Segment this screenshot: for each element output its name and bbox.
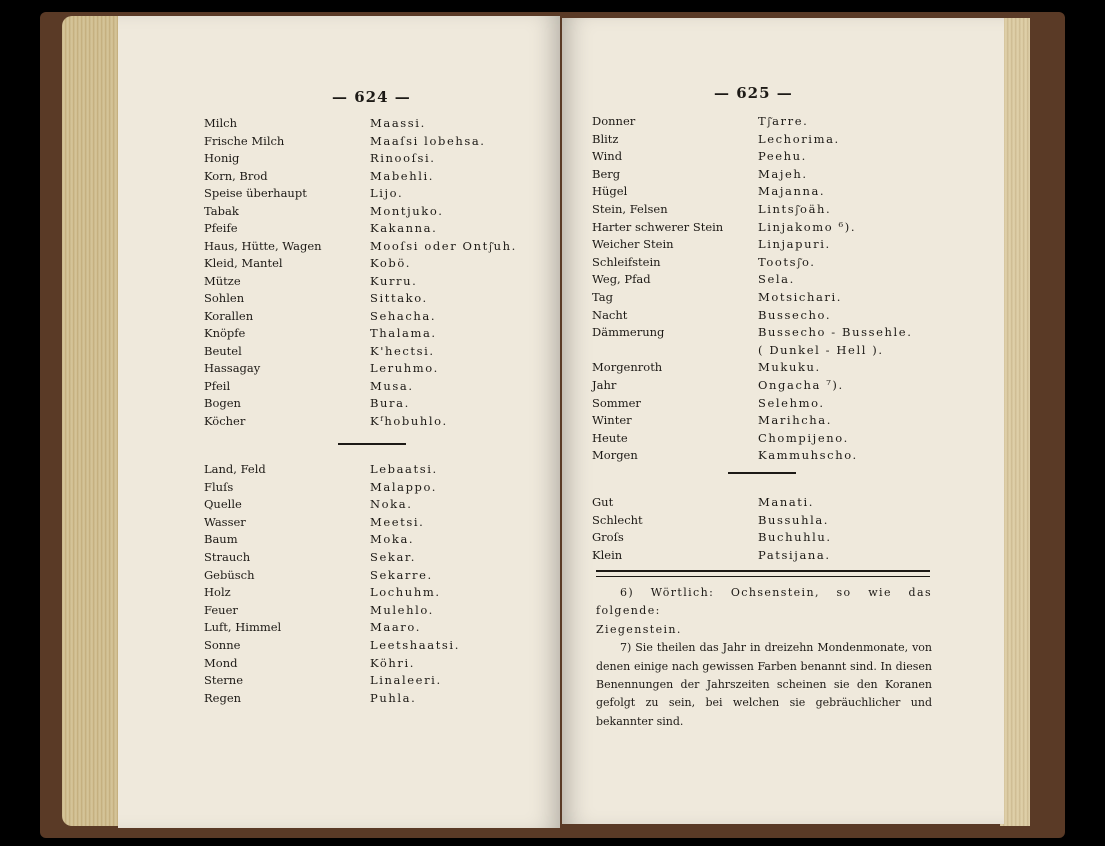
german-term: Blitz <box>592 131 619 146</box>
translation-term: Maassi. <box>370 116 426 130</box>
german-term: Pfeife <box>204 221 238 235</box>
translation-term: Kammuhscho. <box>758 448 858 463</box>
translation-term: Buchuhlu. <box>758 530 832 545</box>
translation-term: Sehacha. <box>370 308 437 323</box>
translation-term: Köhri. <box>370 655 416 670</box>
translation-term: Sela. <box>758 272 795 287</box>
translation-term: K'hectsi. <box>370 343 435 358</box>
german-term: Speise überhaupt <box>204 186 307 200</box>
german-term: Bogen <box>204 396 241 410</box>
translation-term: Chompijeno. <box>758 430 849 445</box>
german-term: Feuer <box>204 602 238 617</box>
german-term: Hügel <box>592 184 628 199</box>
translation-term: Mooſsi oder Ontj͂uh. <box>370 238 517 253</box>
translation-term: Thalama. <box>370 326 437 340</box>
translation-term: Selehmo. <box>758 395 825 410</box>
translation-term: Marihcha. <box>758 413 832 428</box>
translation-term: Sekar. <box>370 550 416 564</box>
german-term: Sonne <box>204 638 241 652</box>
section-divider <box>338 443 406 445</box>
german-term: Milch <box>204 116 237 130</box>
translation-term: Bussecho - Bussehle. <box>758 325 913 340</box>
german-term: Schleifstein <box>592 254 661 269</box>
german-term: Tag <box>592 290 613 304</box>
german-term: Donner <box>592 114 636 128</box>
translation-term: Kobö. <box>370 256 411 270</box>
german-term: Winter <box>592 413 632 428</box>
footnote-6: 6) Wörtlich: Ochsenstein, so wie das folgende: <box>596 586 932 618</box>
german-term: Sohlen <box>204 291 245 305</box>
translation-term: Lechorima. <box>758 131 840 146</box>
german-term: Weicher Stein <box>592 237 674 252</box>
german-term: Strauch <box>204 550 251 564</box>
german-term: Holz <box>204 585 231 600</box>
translation-term: Kurru. <box>370 273 418 288</box>
german-term: Korn, Brod <box>204 168 268 183</box>
translation-term: Bussecho. <box>758 307 832 322</box>
german-term: Groſs <box>592 530 624 545</box>
translation-term: Mukuku. <box>758 360 821 375</box>
german-term: Harter schwerer Stein <box>592 219 724 234</box>
translation-term: Bura. <box>370 396 410 410</box>
german-term: Fluſs <box>204 479 234 494</box>
translation-term: Linjapuri. <box>758 237 831 252</box>
german-term: Honig <box>204 151 240 165</box>
footnote-rule <box>596 570 930 572</box>
translation-term: Peehu. <box>758 149 807 164</box>
german-term: Köcher <box>204 413 246 428</box>
translation-term: Sekarre. <box>370 567 433 582</box>
translation-term: Linaleeri. <box>370 673 442 688</box>
german-term: Mütze <box>204 273 241 288</box>
german-term: Wind <box>592 149 623 164</box>
german-term: Wasser <box>204 514 246 529</box>
german-term: Beutel <box>204 343 242 358</box>
translation-term: Kakanna. <box>370 221 438 235</box>
german-term: Schlecht <box>592 512 643 527</box>
section-divider <box>728 472 796 474</box>
page-number: — 624 — <box>332 88 411 106</box>
translation-term: Kᶠhobuhlo. <box>370 413 448 428</box>
german-term: Quelle <box>204 497 242 512</box>
translation-term: Meetsi. <box>370 514 425 529</box>
german-term: Korallen <box>204 308 254 323</box>
german-term: Gebüsch <box>204 567 255 582</box>
translation-term: Motsichari. <box>758 290 843 304</box>
translation-term: Majanna. <box>758 184 826 199</box>
translation-term: Moka. <box>370 532 415 547</box>
german-term: Tabak <box>204 203 239 218</box>
right-page <box>562 18 1004 824</box>
translation-term: Malappo. <box>370 479 438 494</box>
german-term: Berg <box>592 166 621 181</box>
footnote-6-continued: Ziegenstein. <box>596 622 682 636</box>
german-term: Dämmerung <box>592 325 665 340</box>
german-term: Morgen <box>592 448 638 463</box>
translation-term: Musa. <box>370 378 414 393</box>
translation-term: Leetshaatsi. <box>370 638 460 652</box>
translation-term: Leruhmo. <box>370 361 439 375</box>
german-term: Stein, Felsen <box>592 202 668 216</box>
translation-term: Linjakomo ⁶). <box>758 219 857 234</box>
german-term: Sommer <box>592 395 641 410</box>
translation-term: Tootsj͂o. <box>758 254 816 269</box>
german-term: Hassagay <box>204 361 261 375</box>
german-term: Heute <box>592 430 628 445</box>
german-term: Land, Feld <box>204 462 266 476</box>
left-page <box>118 16 560 828</box>
translation-term: Bussuhla. <box>758 512 830 527</box>
german-term: Luft, Himmel <box>204 620 282 635</box>
german-term: Jahr <box>592 378 617 392</box>
translation-term: Lintsj͂oäh. <box>758 202 832 216</box>
translation-term: Montjuko. <box>370 203 444 218</box>
german-term: Pfeil <box>204 378 231 393</box>
translation-term: Majeh. <box>758 166 808 181</box>
translation-term: Maaro. <box>370 620 421 635</box>
translation-term: Lebaatsi. <box>370 462 438 476</box>
footnotes <box>596 584 932 731</box>
german-term: Sterne <box>204 673 244 688</box>
german-term: Kleid, Mantel <box>204 256 283 270</box>
german-term: Klein <box>592 547 623 562</box>
page-edges-right <box>1000 18 1030 826</box>
german-term: Morgenroth <box>592 360 663 375</box>
footnote-7: 7) Sie theilen das Jahr in dreizehn Mondenmonate, von denen einige nach gewissen Farben benannt sind. In diesen Benennungen der Jahrszeiten scheinen sie den Koranen gefolgt zu sein, bei welchen sie gebräuchlicher und bekannter sind. <box>596 641 932 728</box>
german-term: Baum <box>204 532 238 547</box>
translation-term: Maaſsi lobehsa. <box>370 133 486 148</box>
translation-term: Mulehlo. <box>370 602 434 617</box>
german-term: Weg, Pfad <box>592 272 651 287</box>
german-term: Regen <box>204 690 242 705</box>
german-term: Frische Milch <box>204 133 285 148</box>
page-number: — 625 — <box>714 84 793 102</box>
translation-term: Lijo. <box>370 186 404 200</box>
translation-term: Lochuhm. <box>370 585 441 600</box>
translation-term: Patsijana. <box>758 547 831 562</box>
translation-term: Ongacha ⁷). <box>758 378 844 392</box>
translation-term: Sittako. <box>370 291 428 305</box>
footnote-rule <box>596 576 930 577</box>
translation-term: Puhla. <box>370 690 417 705</box>
german-term: Mond <box>204 655 238 670</box>
translation-term: Tj͂arre. <box>758 114 809 128</box>
translation-term: Manati. <box>758 495 815 509</box>
german-term: Knöpfe <box>204 326 246 340</box>
translation-term: Mabehli. <box>370 168 435 183</box>
german-term: Gut <box>592 495 614 509</box>
german-term: Haus, Hütte, Wagen <box>204 238 322 253</box>
translation-term: ( Dunkel - Hell ). <box>758 342 884 357</box>
german-term: Nacht <box>592 307 628 322</box>
translation-term: Rinooſsi. <box>370 151 436 165</box>
translation-term: Noka. <box>370 497 413 512</box>
